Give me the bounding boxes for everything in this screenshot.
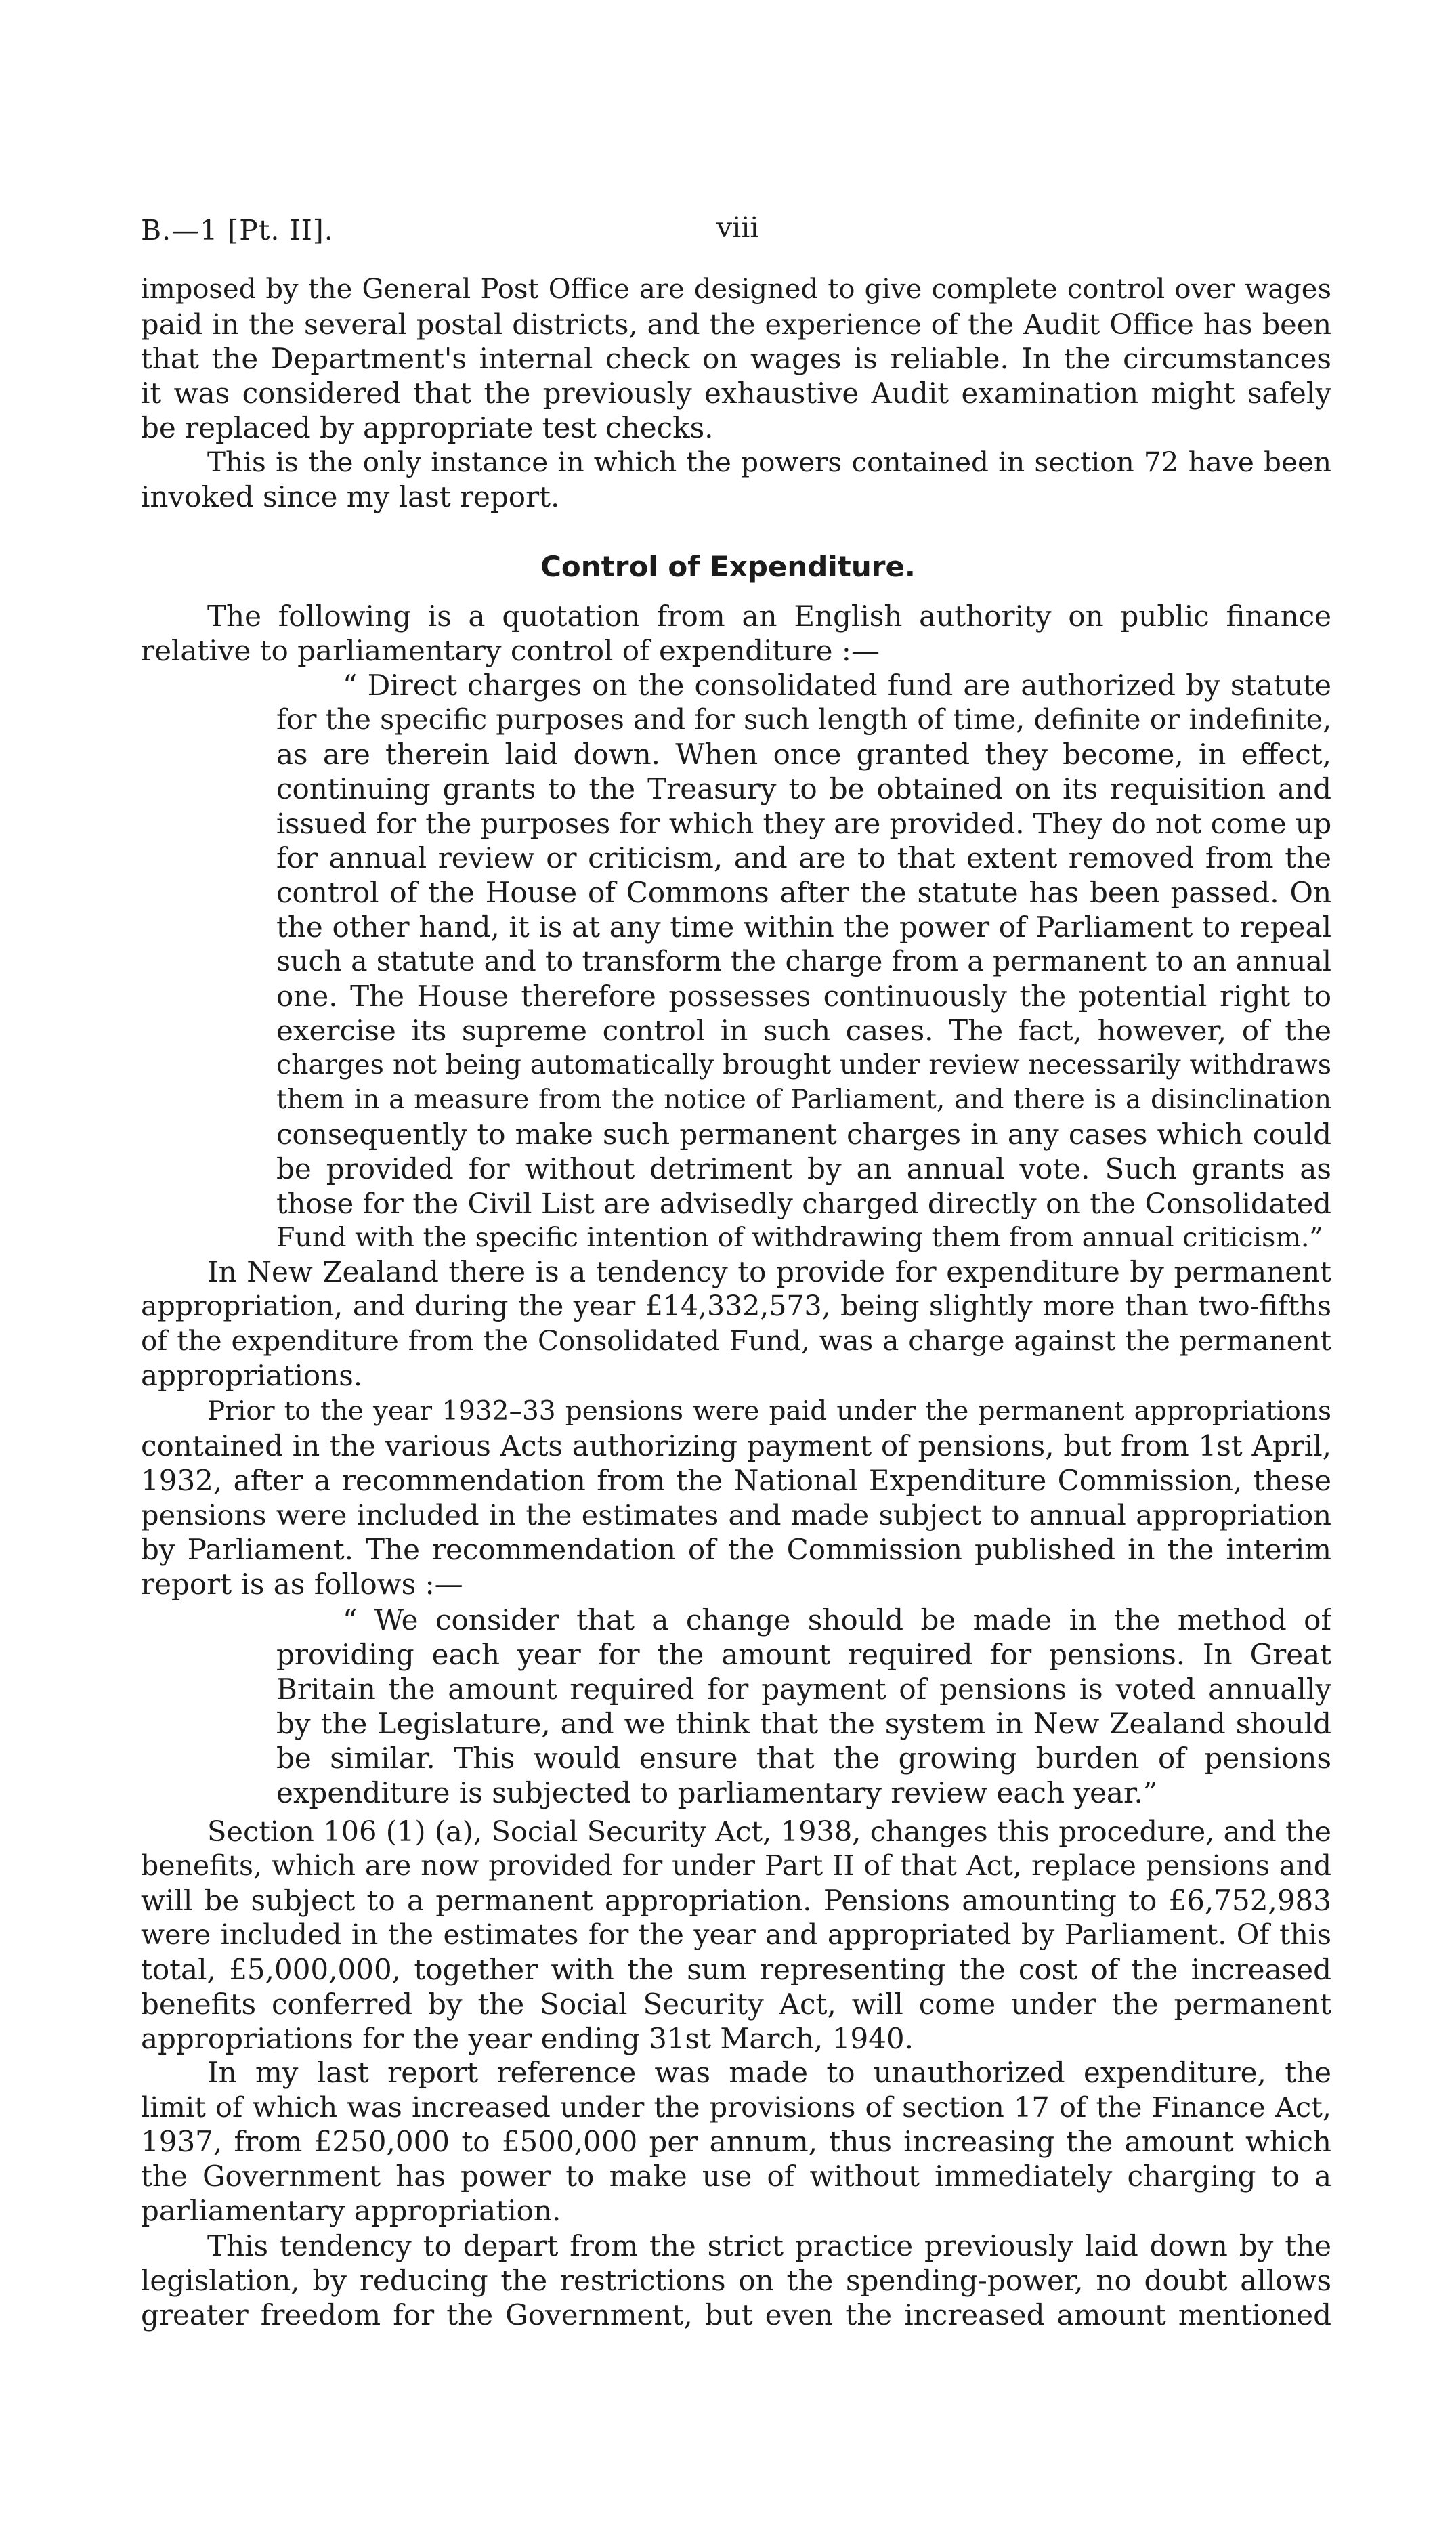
paragraph-new-zealand xyxy=(141,1255,1331,1393)
text-line: Fund with the specific intention of withdrawing them from annual criticism.” xyxy=(276,1222,1323,1253)
text-line: be similar. This would ensure that the growing burden of pensions xyxy=(276,1742,1331,1775)
text-line: the other hand, it is at any time within the power of Parliament to repeal xyxy=(276,910,1331,944)
text-line: the Government has power to make use of without immediately charging to a xyxy=(141,2160,1331,2193)
text-line: appropriations. xyxy=(141,1359,363,1392)
text-line: appropriations for the year ending 31st March, 1940. xyxy=(141,2022,914,2055)
paragraph-continuation xyxy=(141,272,1331,445)
text-line: benefits, which are now provided for under Part II of that Act, replace pensions and xyxy=(141,1849,1331,1882)
text-line: control of the House of Commons after the statute has been passed. On xyxy=(276,876,1331,909)
text-line: paid in the several postal districts, and the experience of the Audit Office has been xyxy=(141,308,1331,341)
paragraph-pensions xyxy=(141,1394,1331,1601)
text-line: “ Direct charges on the consolidated fund are authorized by statute xyxy=(343,669,1331,702)
text-line: such a statute and to transform the charge from a permanent to an annual xyxy=(276,945,1331,977)
text-line: contained in the various Acts authorizing payment of pensions, but from 1st April, xyxy=(141,1429,1331,1462)
text-line: imposed by the General Post Office are designed to give complete control over wages xyxy=(141,274,1331,305)
text-line: by Parliament. The recommendation of the Commission published in the interim xyxy=(141,1533,1331,1566)
text-line: for annual review or criticism, and are to that extent removed from the xyxy=(276,841,1331,875)
paragraph-section-106 xyxy=(141,1814,1331,2056)
text-line: Britain the amount required for payment of pensions is voted annually xyxy=(276,1672,1331,1706)
text-line: issued for the purposes for which they are provided. They do not come up xyxy=(276,807,1331,840)
text-line: one. The House therefore possesses continuously the potential right to xyxy=(276,979,1331,1013)
text-line: The following is a quotation from an English authority on public finance xyxy=(207,599,1331,633)
block-quote-commission xyxy=(276,1603,1331,1810)
text-line: legislation, by reducing the restrictions on the spending-power, no doubt allows xyxy=(141,2264,1331,2297)
text-line: them in a measure from the notice of Parliament, and there is a disinclination xyxy=(276,1084,1331,1115)
text-line: appropriation, and during the year £14,332,573, being slightly more than two-fifths xyxy=(141,1290,1331,1322)
text-line: that the Department's internal check on wages is reliable. In the circumstances xyxy=(141,342,1331,375)
paragraph-tendency xyxy=(141,2229,1331,2332)
text-line: for the specific purposes and for such length of time, definite or indefinite, xyxy=(276,703,1331,736)
paragraph-only-instance xyxy=(141,445,1331,514)
paragraph-unauthorized xyxy=(141,2055,1331,2228)
text-line: continuing grants to the Treasury to be obtained on its requisition and xyxy=(276,772,1331,805)
text-line: Section 106 (1) (a), Social Security Act, 1938, changes this procedure, and the xyxy=(207,1815,1331,1848)
text-line: Prior to the year 1932–33 pensions were paid under the permanent appropriations xyxy=(207,1396,1331,1427)
section-heading: Control of Expenditure. xyxy=(540,550,916,583)
text-line: invoked since my last report. xyxy=(141,480,560,513)
text-line: exercise its supreme control in such cases. The fact, however, of the xyxy=(276,1014,1331,1047)
page-number: viii xyxy=(716,211,759,244)
text-line: expenditure is subjected to parliamentary review each year.” xyxy=(276,1776,1158,1809)
text-line: In New Zealand there is a tendency to provide for expenditure by permanent xyxy=(207,1255,1331,1288)
text-line: charges not being automatically brought under review necessarily withdraws xyxy=(276,1049,1331,1080)
text-line: consequently to make such permanent charges in any cases which could xyxy=(276,1118,1331,1151)
text-line: parliamentary appropriation. xyxy=(141,2194,561,2227)
text-line: by the Legislature, and we think that the system in New Zealand should xyxy=(276,1707,1331,1740)
running-reference: B.—1 [Pt. II]. xyxy=(141,214,334,247)
text-line: were included in the estimates for the year and appropriated by Parliament. Of this xyxy=(141,1918,1331,1951)
block-quote-english-authority xyxy=(276,668,1331,1255)
text-line: pensions were included in the estimates and made subject to annual appropriation xyxy=(141,1498,1331,1532)
text-line: be provided for without detriment by an annual vote. Such grants as xyxy=(276,1152,1331,1185)
text-line: “ We consider that a change should be made in the method of xyxy=(343,1603,1331,1637)
text-line: benefits conferred by the Social Security Act, will come under the permanent xyxy=(141,1987,1331,2021)
text-line: limit of which was increased under the provisions of section 17 of the Finance Act, xyxy=(141,2090,1331,2124)
text-line: greater freedom for the Government, but even the increased amount mentioned xyxy=(141,2298,1331,2332)
text-line: report is as follows :— xyxy=(141,1567,463,1601)
paragraph-quotation-intro xyxy=(141,599,1331,668)
text-line: In my last report reference was made to unauthorized expenditure, the xyxy=(207,2056,1331,2089)
text-line: total, £5,000,000, together with the sum representing the cost of the increased xyxy=(141,1953,1331,1986)
text-line: 1932, after a recommendation from the National Expenditure Commission, these xyxy=(141,1464,1331,1497)
text-line: those for the Civil List are advisedly charged directly on the Consolidated xyxy=(276,1187,1331,1220)
text-line: will be subject to a permanent appropriation. Pensions amounting to £6,752,983 xyxy=(141,1884,1331,1917)
text-line: providing each year for the amount required for pensions. In Great xyxy=(276,1638,1331,1671)
text-line: relative to parliamentary control of expenditure :— xyxy=(141,634,880,667)
text-line: of the expenditure from the Consolidated Fund, was a charge against the permanent xyxy=(141,1324,1331,1357)
text-line: This tendency to depart from the strict practice previously laid down by the xyxy=(207,2229,1331,2262)
text-line: This is the only instance in which the powers contained in section 72 have been xyxy=(207,446,1331,478)
text-line: 1937, from £250,000 to £500,000 per annum, thus increasing the amount which xyxy=(141,2125,1331,2158)
text-line: as are therein laid down. When once granted they become, in effect, xyxy=(276,738,1331,771)
text-line: be replaced by appropriate test checks. xyxy=(141,411,714,444)
text-line: it was considered that the previously exhaustive Audit examination might safely xyxy=(141,377,1331,410)
